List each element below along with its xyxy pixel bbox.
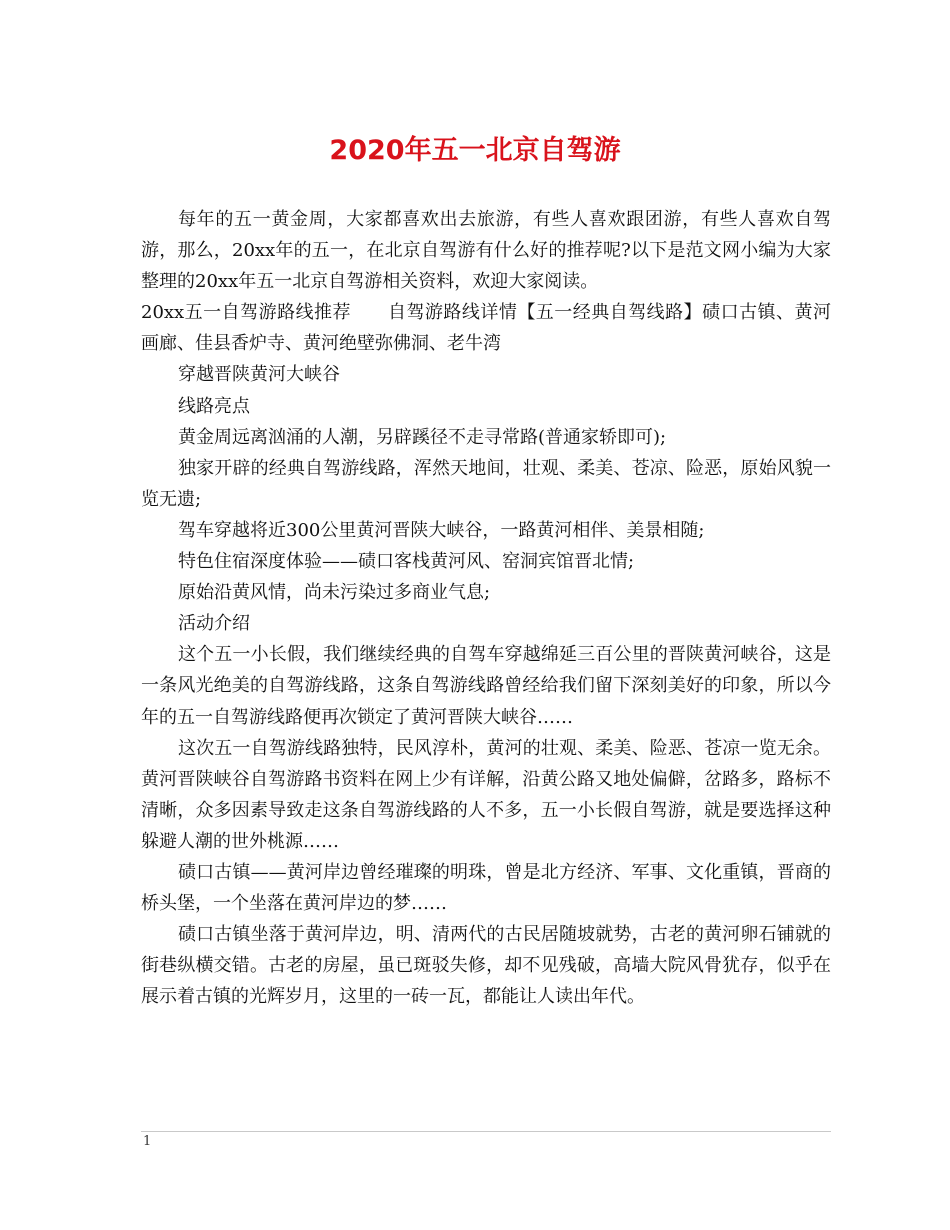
page-title: 2020年五一北京自驾游 [329,135,621,166]
paragraph: 碛口古镇——黄河岸边曾经璀璨的明珠，曾是北方经济、军事、文化重镇，晋商的桥头堡，一个坐落在黄河岸边的梦…… [141,861,831,915]
paragraph: 驾车穿越将近300公里黄河晋陕大峡谷，一路黄河相伴、美景相随; [178,519,705,541]
paragraph: 这个五一小长假，我们继续经典的自驾车穿越绵延三百公里的晋陕黄河峡谷，这是一条风光绝美的自驾游线路，这条自驾游线路曾经给我们留下深刻美好的印象，所以今年的五一自驾游线路便再次锁定了黄河晋陕大峡谷…… [141,644,831,728]
paragraph: 每年的五一黄金周，大家都喜欢出去旅游，有些人喜欢跟团游，有些人喜欢自驾游，那么，20xx年的五一，在北京自驾游有什么好的推荐呢?以下是范文网小编为大家整理的20xx年五一北京自驾游相关资料，欢迎大家阅读。 [141,209,831,293]
paragraph: 20xx五一自驾游路线推荐 自驾游路线详情【五一经典自驾线路】碛口古镇、黄河画廊、佳县香炉寺、黄河绝壁弥佛洞、老牛湾 [141,302,831,355]
paragraph: 活动介绍 [178,613,250,635]
document-body [141,204,831,1012]
paragraph: 特色住宿深度体验——碛口客栈黄河风、窑洞宾馆晋北情; [178,551,635,573]
paragraph: 这次五一自驾游线路独特，民风淳朴，黄河的壮观、柔美、险恶、苍凉一览无余。黄河晋陕峡谷自驾游路书资料在网上少有详解，沿黄公路又地处偏僻，岔路多，路标不清晰，众多因素导致走这条自驾游线路的人不多，五一小长假自驾游，就是要选择这种躲避人潮的世外桃源…… [141,737,831,852]
paragraph: 独家开辟的经典自驾游线路，浑然天地间，壮观、柔美、苍凉、险恶，原始风貌一览无遗; [141,457,831,510]
paragraph: 黄金周远离汹涌的人潮，另辟蹊径不走寻常路(普通家轿即可); [178,426,667,448]
paragraph: 线路亮点 [178,395,250,417]
paragraph: 穿越晋陕黄河大峡谷 [178,364,340,386]
paragraph: 原始沿黄风情，尚未污染过多商业气息; [178,582,491,604]
paragraph: 碛口古镇坐落于黄河岸边，明、清两代的古民居随坡就势，古老的黄河卵石铺就的街巷纵横交错。古老的房屋，虽已斑驳失修，却不见残破，高墙大院风骨犹存，似乎在展示着古镇的光辉岁月，这里的一砖一瓦，都能让人读出年代。 [141,924,831,1008]
footer-divider [141,1131,831,1132]
page-number: 1 [143,1134,152,1149]
